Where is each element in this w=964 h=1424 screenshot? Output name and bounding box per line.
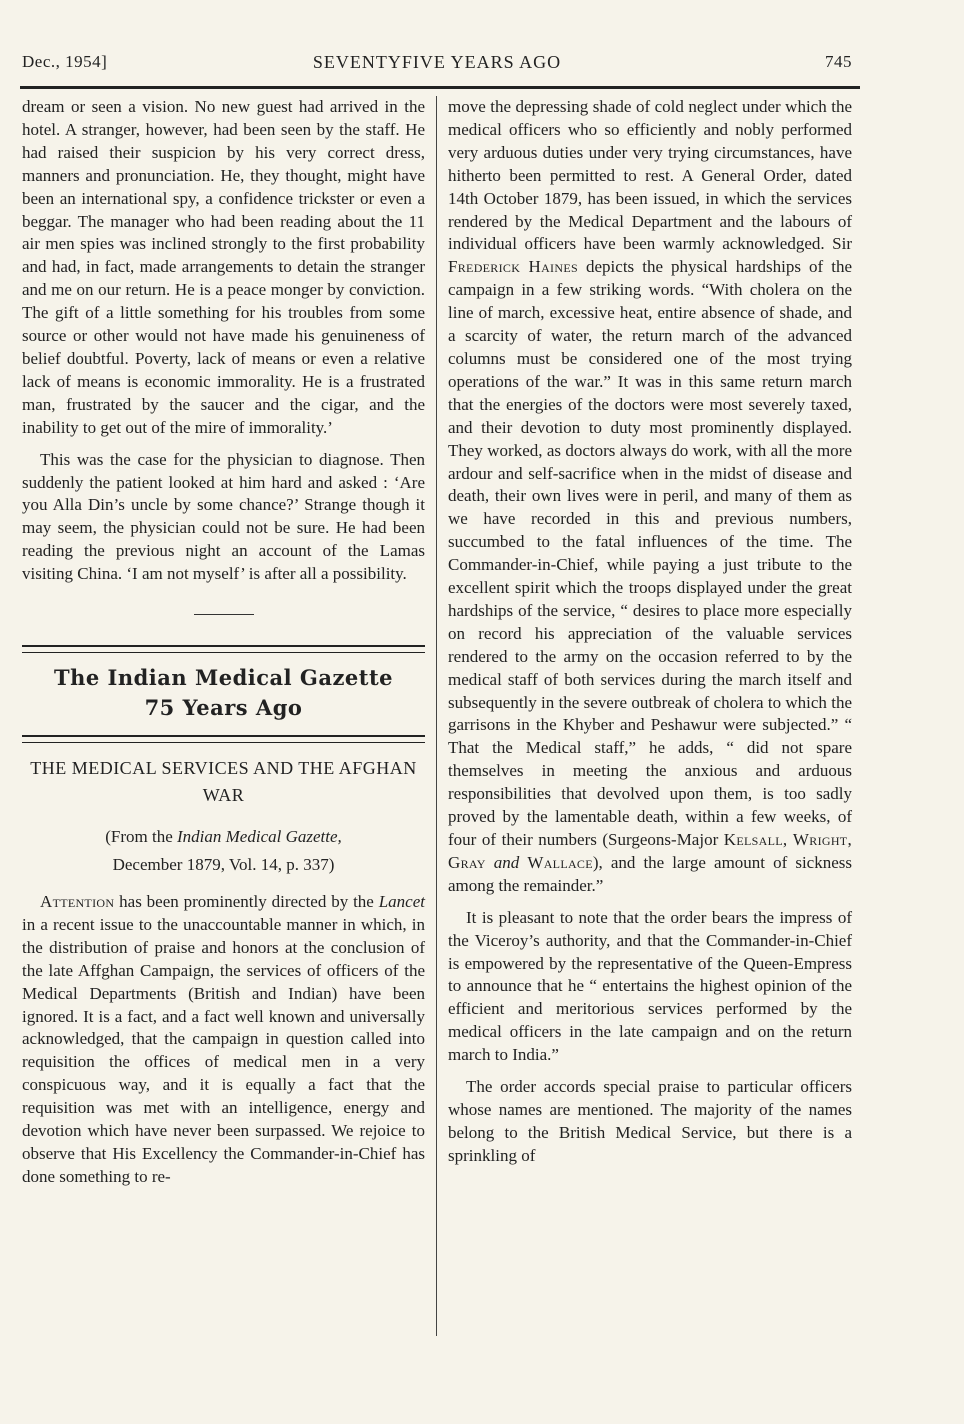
source-citation: December 1879, Vol. 14, p. 337) [112,855,335,875]
masthead-rule-bottom [22,735,425,743]
lancet-reference: Lancet [378,892,425,912]
lead-word: Attention [40,892,115,912]
article-title: THE MEDICAL SERVICES AND THE AFGHAN WAR [30,758,417,806]
masthead-rule-top [22,645,425,653]
left-paragraph-2: This was the case for the physician to diagnose. Then suddenly the patient looked at him hard and asked : ‘Are you Alla Din’s uncle by some chance?’ Strange though it may seem, the physician could not be sure. He had been reading the previous night an account of the Lamas visiting China. ‘I am not myself’ is after all a possibility. [22,449,425,584]
surgeon-names: Kelsall, Wright, Gray [448,830,852,872]
right-column [448,96,852,1168]
left-paragraph-3: Attention has been prominently directed by the Lancet in a recent issue to the unaccountable manner in which, in the distribution of praise and honors at the conclusion of the late Affghan Campaign, the services of officers of the Medical Departments (British and Indian) have been ignored. It is a fact, and a fact well known and universally acknowledged, that the campaign in question called into requisition the offices of medical men in a very conspicuous way, and it is equally a fact that the requisition was met with an intelligence, energy and devotion which have never been surpassed. We rejoice to observe that His Excellency the Commander-in-Chief has done something to re- [22,892,425,1186]
section-divider [194,614,254,615]
left-paragraph-1: dream or seen a vision. No new guest had arrived in the hotel. A stranger, however, had been seen by the staff. He had raised their suspicion by his very correct dress, manners and pronunciation. He, they thought, might have been an international spy, a confidence trickster or even a beggar. The manager who had been reading about the 11 air men spies was inclined strongly to the first probability and had, in fact, made arrangements to detain the stranger and me on our return. He is a peace monger by conviction. The gift of a little something for his troubles from some source or other would not have made his genuineness of belief doubtful. Poverty, lack of means or even a relative lack of means is economic immorality. He is a frustrated man, frustrated by the saucer and the cigar, and the inability to get out of the mire of immorality.’ [22,97,425,437]
header-date: Dec., 1954] [22,52,108,71]
source-journal: Indian Medical Gazette, [177,827,342,847]
right-paragraph-2: It is pleasant to note that the order bears the impress of the Viceroy’s authority, and that the Commander-in-Chief is empowered by the representative of the Queen-Empress to announce that he “ entertains the highest opinion of the efficient and meritorious services performed by the medical officers in the late campaign and on the return march to India.” [448,907,852,1065]
masthead [22,663,425,723]
page-number: 745 [825,52,852,71]
masthead-title: The Indian Medical Gazette [53,665,394,691]
name-haines: Frederick Haines [448,257,578,277]
column-divider [436,96,437,1336]
name-wallace: Wallace [527,852,593,872]
left-column [22,96,425,1189]
masthead-subtitle: 75 Years Ago [144,695,303,721]
header-rule [20,86,860,89]
right-paragraph-1: move the depressing shade of cold neglect under which the medical officers who so efficiently and nobly performed very arduous duties under very trying circumstances, have hitherto been permitted to rest. A General Order, dated 14th October 1879, has been issued, in which the services rendered by the Medical Department and the labours of individual officers have been warmly acknowledged. Sir Frederick Haines depicts the physical hardships of the campaign in a few striking words. “With cholera on the line of march, excessive heat, entire absence of shade, and a scarcity of water, the return march of the advanced columns must be considered one of the most trying operations of the war.” It was in this same return march that the energies of the doctors were most severely taxed, and their devotion to duty most prominently displayed. They worked, as doctors always do work, with all the more ardour and self-sacrifice when in the midst of disease and death, their own lives were in peril, and many of them as we have recorded in this and previous numbers, succumbed to the fatal influences of the time. The Commander-in-Chief, while paying a just tribute to the excellent spirit which the troops displayed under the great hardships of the service, “ desires to place more especially on record his appreciation of the valuable services rendered to the army on the occasion referred to by the medical staff of both services during the march itself and subsequently in the severe outbreak of cholera to which the garrisons in the Khyber and Peshawur were subjected.” “ That the Medical staff,” he adds, “ did not spare themselves in meeting the anxious and arduous responsibilities that devolved upon them, is too sadly proved by the lamentable death, within a few weeks, of four of their numbers (Surgeons-Major Kelsall, Wright, Gray and Wallace), and the large amount of sickness among the remainder.” [448,97,852,895]
running-header [22,52,852,78]
article-source [22,823,425,879]
source-prefix: (From the [105,827,177,847]
header-section-title: SEVENTYFIVE YEARS AGO [312,52,562,72]
right-paragraph-3: The order accords special praise to particular officers whose names are mentioned. The majority of the names belong to the British Medical Service, but there is a sprinkling of [448,1077,852,1165]
